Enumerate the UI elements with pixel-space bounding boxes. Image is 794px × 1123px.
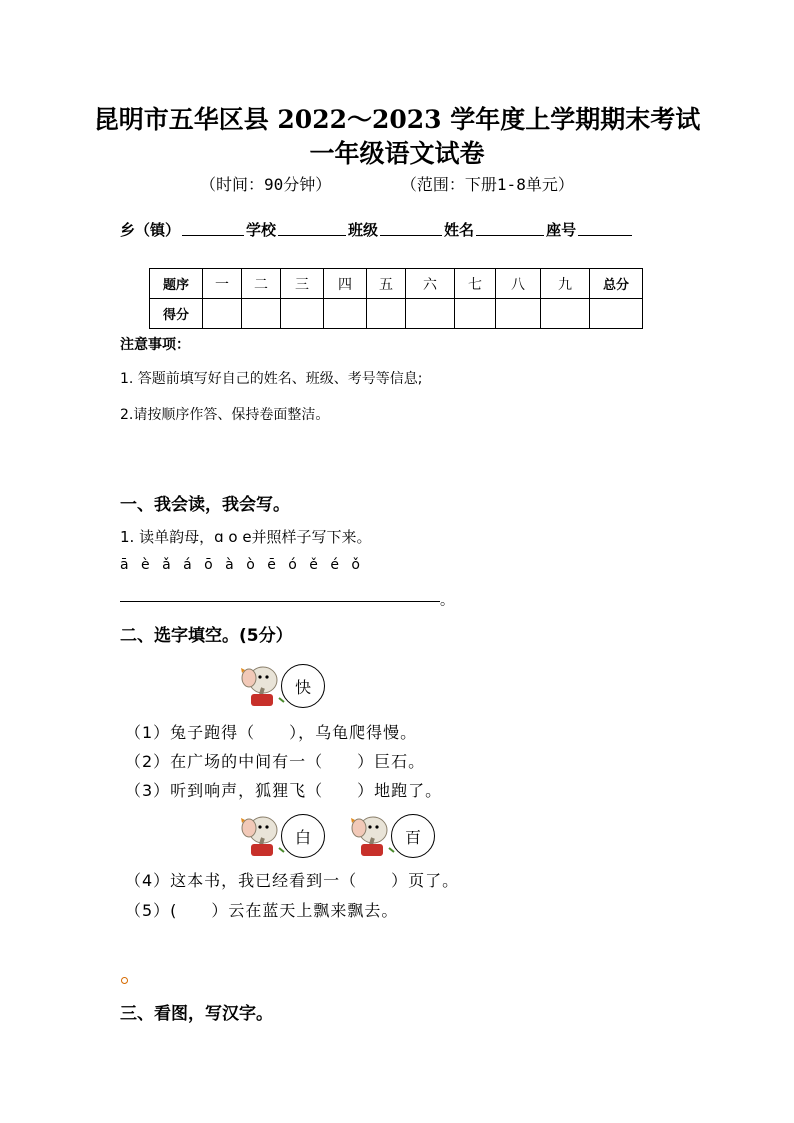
exam-subtitle: 一年级语文试卷 — [309, 139, 485, 168]
fill-item: （3）听到响声，狐狸飞（ ）地跑了。 — [125, 781, 443, 800]
score-cell[interactable] — [242, 299, 281, 329]
exam-meta — [200, 172, 634, 195]
score-cell[interactable] — [406, 299, 455, 329]
info-blank-seat[interactable] — [578, 219, 632, 236]
answer-line-end: 。 — [440, 593, 454, 609]
score-cell[interactable] — [496, 299, 541, 329]
score-col: 五 — [367, 269, 406, 299]
score-cell[interactable] — [203, 299, 242, 329]
decorative-dot — [121, 977, 128, 984]
score-col: 六 — [406, 269, 455, 299]
note-item: 2.请按顺序作答、保持卷面整洁。 — [120, 407, 330, 423]
answer-line[interactable] — [120, 601, 440, 602]
score-col: 八 — [496, 269, 541, 299]
choice-option-kuai — [233, 658, 325, 714]
info-label-name: 姓名 — [444, 221, 475, 239]
choice-char-bai-hundred: 百 — [391, 814, 435, 858]
score-row-label: 题序 — [150, 269, 203, 299]
score-cell[interactable] — [541, 299, 590, 329]
info-label-class: 班级 — [348, 221, 379, 239]
fill-item: （2）在广场的中间有一（ ）巨石。 — [125, 752, 426, 771]
section3-title: 三、看图，写汉字。 — [120, 1004, 273, 1024]
score-cell[interactable] — [590, 299, 643, 329]
score-col: 一 — [203, 269, 242, 299]
note-item: 1. 答题前填写好自己的姓名、班级、考号等信息; — [120, 371, 423, 387]
info-blank-name[interactable] — [476, 219, 544, 236]
score-table-score-row — [150, 299, 643, 329]
score-col: 七 — [455, 269, 496, 299]
score-table-header-row — [150, 269, 643, 299]
info-blank-town[interactable] — [182, 219, 244, 236]
fill-item: （5）( ）云在蓝天上飘来飘去。 — [125, 901, 399, 920]
score-col-total: 总分 — [590, 269, 643, 299]
score-row-label: 得分 — [150, 299, 203, 329]
choice-char-kuai: 快 — [281, 664, 325, 708]
fill-item: （1）兔子跑得（ ），乌龟爬得慢。 — [125, 723, 418, 742]
score-cell[interactable] — [324, 299, 367, 329]
score-col: 四 — [324, 269, 367, 299]
score-col: 三 — [281, 269, 324, 299]
score-col: 二 — [242, 269, 281, 299]
notes-heading: 注意事项： — [120, 337, 190, 353]
info-label-town: 乡（镇） — [120, 221, 181, 239]
score-cell[interactable] — [455, 299, 496, 329]
choice-option-bai — [233, 808, 325, 864]
score-table — [149, 268, 643, 329]
score-col: 九 — [541, 269, 590, 299]
pinyin-row: ā è ǎ á ō à ò ē ó ě é ǒ — [120, 557, 361, 573]
info-label-school: 学校 — [246, 221, 277, 239]
choice-option-bai-hundred — [343, 808, 435, 864]
section2-title: 二、选字填空。(5分） — [120, 626, 293, 646]
score-cell[interactable] — [281, 299, 324, 329]
section1-q1: 1. 读单韵母，ɑ o e并照样子写下来。 — [120, 528, 372, 546]
section1-title: 一、我会读，我会写。 — [120, 495, 290, 515]
exam-time: （时间：90分钟） — [200, 175, 332, 194]
choice-char-bai-white: 白 — [281, 814, 325, 858]
student-info-row — [120, 219, 634, 240]
info-blank-school[interactable] — [278, 219, 346, 236]
info-blank-class[interactable] — [380, 219, 442, 236]
exam-scope: （范围：下册1-8单元） — [400, 175, 574, 194]
score-cell[interactable] — [367, 299, 406, 329]
fill-item: （4）这本书，我已经看到一（ ）页了。 — [125, 871, 460, 890]
info-label-seat: 座号 — [546, 221, 577, 239]
exam-title: 昆明市五华区县 2022～2023 学年度上学期期末考试 — [93, 105, 701, 134]
